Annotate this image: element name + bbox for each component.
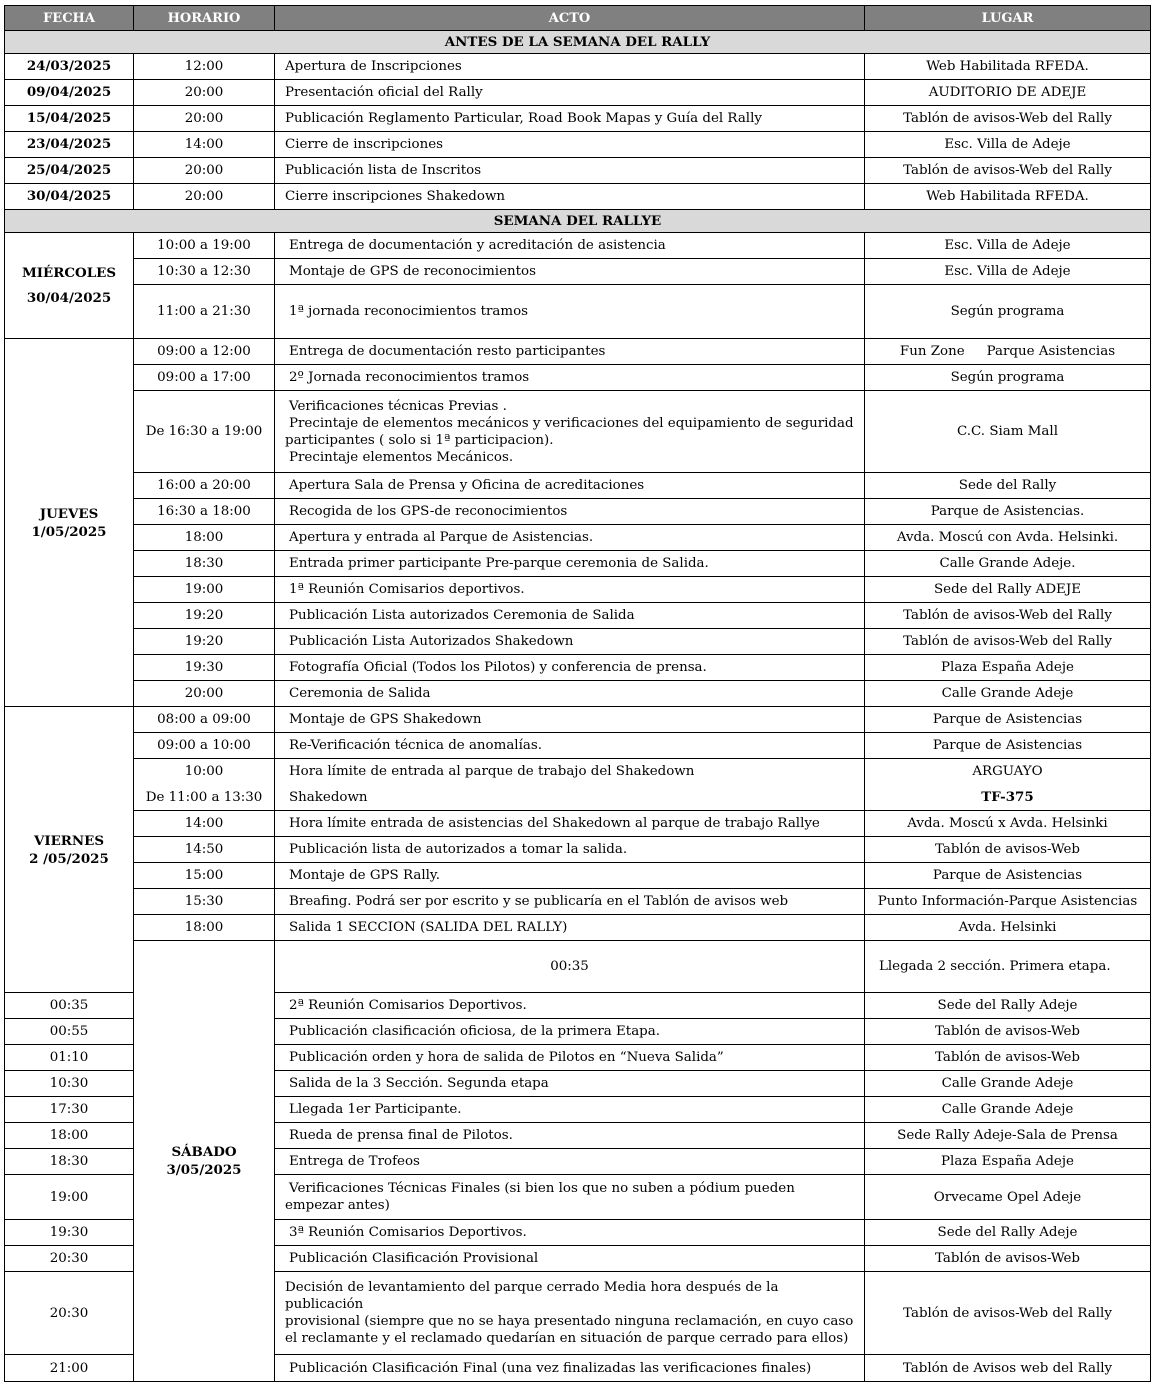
time-cell: 16:00 a 20:00 — [134, 473, 275, 499]
act-cell: Publicación Reglamento Particular, Road Book Mapas y Guía del Rally — [275, 106, 865, 132]
thu-row — [5, 499, 1151, 525]
act-cell: Llegada 2 sección. Primera etapa. — [865, 941, 1151, 993]
act-cell: Montaje de GPS Rally. — [275, 863, 865, 889]
act-cell: 3ª Reunión Comisarios Deportivos. — [275, 1220, 865, 1246]
time-cell: 20:30 — [5, 1246, 134, 1272]
place-cell — [865, 339, 1151, 365]
time-cell: 20:00 — [134, 184, 275, 210]
time-cell: 14:50 — [134, 837, 275, 863]
place-cell: ARGUAYO — [865, 759, 1151, 785]
act-line: Precintaje de elementos mecánicos y verificaciones del equipamiento de seguridad — [289, 415, 854, 431]
act-line: empezar antes) — [285, 1198, 390, 1213]
time-cell: 16:30 a 18:00 — [134, 499, 275, 525]
act-cell: Publicación Clasificación Provisional — [275, 1246, 865, 1272]
act-cell: Apertura y entrada al Parque de Asistencias. — [275, 525, 865, 551]
place-cell: Parque de Asistencias — [865, 707, 1151, 733]
act-cell: Breafing. Podrá ser por escrito y se publicaría en el Tablón de avisos web — [275, 889, 865, 915]
thu-row — [5, 551, 1151, 577]
place-cell: Esc. Villa de Adeje — [865, 259, 1151, 285]
time-cell: 00:55 — [5, 1019, 134, 1045]
act-cell — [275, 391, 865, 473]
place-cell: Avda. Moscú con Avda. Helsinki. — [865, 525, 1151, 551]
place-cell: Tablón de Avisos web del Rally — [865, 1355, 1151, 1382]
time-cell: 20:00 — [134, 80, 275, 106]
time-cell: 15:30 — [134, 889, 275, 915]
place-cell: Esc. Villa de Adeje — [865, 233, 1151, 259]
day-cell — [5, 233, 134, 339]
day-cell — [5, 339, 134, 707]
place-cell: Tablón de avisos-Web — [865, 1019, 1151, 1045]
fri-row — [5, 759, 1151, 785]
fri-row — [5, 837, 1151, 863]
time-cell: 10:30 — [5, 1071, 134, 1097]
thu-row — [5, 603, 1151, 629]
section-before-title: ANTES DE LA SEMANA DEL RALLY — [5, 31, 1151, 54]
schedule-table — [4, 5, 1151, 1382]
act-cell: Publicación Clasificación Final (una vez finalizadas las verificaciones finales) — [275, 1355, 865, 1382]
thu-row — [5, 391, 1151, 473]
place-cell: Plaza España Adeje — [865, 1149, 1151, 1175]
time-cell: 01:10 — [5, 1045, 134, 1071]
time-cell: 19:30 — [134, 655, 275, 681]
time-cell: 14:00 — [134, 811, 275, 837]
day-cell — [134, 941, 275, 1382]
place-cell: Plaza España Adeje — [865, 655, 1151, 681]
act-line: el reclamante y el reclamado quedarían en situación de parque cerrado para ellos) — [285, 1331, 849, 1346]
act-cell — [275, 1272, 865, 1355]
time-cell: 18:00 — [134, 525, 275, 551]
time-cell: 10:30 a 12:30 — [134, 259, 275, 285]
place-cell: Sede del Rally Adeje — [865, 993, 1151, 1019]
place-cell: Tablón de avisos-Web del Rally — [865, 629, 1151, 655]
act-cell: 1ª jornada reconocimientos tramos — [275, 285, 865, 339]
time-cell: 15:00 — [134, 863, 275, 889]
before-row — [5, 54, 1151, 80]
header-acto: ACTO — [275, 6, 865, 31]
date-cell: 25/04/2025 — [5, 158, 134, 184]
schedule-body — [5, 31, 1151, 1382]
place-cell: Tablón de avisos-Web del Rally — [865, 1272, 1151, 1355]
date-cell: 15/04/2025 — [5, 106, 134, 132]
act-cell: Shakedown — [275, 785, 865, 811]
place-cell: Tablón de avisos-Web — [865, 1246, 1151, 1272]
thu-row — [5, 655, 1151, 681]
act-line: Verificaciones Técnicas Finales (si bien los que no suben a pódium pueden — [289, 1181, 795, 1196]
day-label — [138, 1143, 270, 1179]
place-cell: Punto Información-Parque Asistencias — [865, 889, 1151, 915]
act-cell: Entrada primer participante Pre-parque ceremonia de Salida. — [275, 551, 865, 577]
time-cell: 11:00 a 21:30 — [134, 285, 275, 339]
fri-row — [5, 785, 1151, 811]
act-cell: Entrega de Trofeos — [275, 1149, 865, 1175]
act-cell: Publicación orden y hora de salida de Pilotos en “Nueva Salida” — [275, 1045, 865, 1071]
place-cell: Calle Grande Adeje — [865, 1097, 1151, 1123]
place-cell: Calle Grande Adeje — [865, 1071, 1151, 1097]
act-line: participantes ( solo si 1ª participacion). — [285, 432, 554, 448]
act-cell: 2ª Reunión Comisarios Deportivos. — [275, 993, 865, 1019]
act-cell: Apertura de Inscripciones — [275, 54, 865, 80]
place-cell: Tablón de avisos-Web — [865, 837, 1151, 863]
time-cell: 00:35 — [5, 993, 134, 1019]
act-cell: Salida 1 SECCION (SALIDA DEL RALLY) — [275, 915, 865, 941]
act-cell: Publicación clasificación oficiosa, de la primera Etapa. — [275, 1019, 865, 1045]
act-cell: 1ª Reunión Comisarios deportivos. — [275, 577, 865, 603]
place-cell: Tablón de avisos-Web del Rally — [865, 106, 1151, 132]
time-cell: 18:00 — [134, 915, 275, 941]
date-cell: 30/04/2025 — [5, 184, 134, 210]
thu-row — [5, 339, 1151, 365]
act-line: Precintaje elementos Mecánicos. — [289, 449, 514, 465]
day-name: MIÉRCOLES — [21, 265, 117, 281]
time-cell: 20:30 — [5, 1272, 134, 1355]
act-cell: Presentación oficial del Rally — [275, 80, 865, 106]
fri-row — [5, 863, 1151, 889]
day-date: 1/05/2025 — [31, 523, 107, 540]
place-cell: Sede del Rally ADEJE — [865, 577, 1151, 603]
before-row — [5, 158, 1151, 184]
time-cell: 09:00 a 10:00 — [134, 733, 275, 759]
place-cell: Parque de Asistencias. — [865, 499, 1151, 525]
before-row — [5, 80, 1151, 106]
time-cell: 09:00 a 17:00 — [134, 365, 275, 391]
date-cell: 09/04/2025 — [5, 80, 134, 106]
place-cell: Tablón de avisos-Web — [865, 1045, 1151, 1071]
day-name: SÁBADO — [171, 1144, 237, 1160]
place-cell: Web Habilitada RFEDA. — [865, 54, 1151, 80]
act-cell: Salida de la 3 Sección. Segunda etapa — [275, 1071, 865, 1097]
day-date: 3/05/2025 — [166, 1162, 242, 1178]
before-row — [5, 184, 1151, 210]
fri-row — [5, 733, 1151, 759]
thu-row — [5, 365, 1151, 391]
act-cell: Entrega de documentación resto participantes — [275, 339, 865, 365]
place-cell: Sede Rally Adeje-Sala de Prensa — [865, 1123, 1151, 1149]
fri-row — [5, 707, 1151, 733]
day-label — [9, 505, 129, 541]
day-label — [9, 832, 129, 868]
before-row — [5, 106, 1151, 132]
place-cell: Según programa — [865, 365, 1151, 391]
thu-row — [5, 681, 1151, 707]
date-cell: 23/04/2025 — [5, 132, 134, 158]
time-cell: 10:00 — [134, 759, 275, 785]
place-cell: Tablón de avisos-Web del Rally — [865, 603, 1151, 629]
place-cell: Avda. Helsinki — [865, 915, 1151, 941]
place-cell: TF-375 — [865, 785, 1151, 811]
place-cell: Según programa — [865, 285, 1151, 339]
day-name: JUEVES — [39, 505, 99, 522]
time-cell: 20:00 — [134, 106, 275, 132]
act-cell: Cierre de inscripciones — [275, 132, 865, 158]
section-week-title: SEMANA DEL RALLYE — [5, 210, 1151, 233]
day-name: VIERNES — [33, 832, 105, 849]
act-cell: Publicación lista de Inscritos — [275, 158, 865, 184]
place-b: Parque Asistencias — [986, 344, 1116, 359]
act-cell: Rueda de prensa final de Pilotos. — [275, 1123, 865, 1149]
time-cell: 19:30 — [5, 1220, 134, 1246]
place-cell: AUDITORIO DE ADEJE — [865, 80, 1151, 106]
act-cell: Publicación Lista Autorizados Shakedown — [275, 629, 865, 655]
act-cell: Recogida de los GPS-de reconocimientos — [275, 499, 865, 525]
act-cell: Hora límite de entrada al parque de trabajo del Shakedown — [275, 759, 865, 785]
time-cell: De 11:00 a 13:30 — [134, 785, 275, 811]
act-cell: Montaje de GPS de reconocimientos — [275, 259, 865, 285]
place-cell: Sede del Rally — [865, 473, 1151, 499]
time-cell: De 16:30 a 19:00 — [134, 391, 275, 473]
day-gap — [9, 282, 129, 289]
time-cell: 20:00 — [134, 158, 275, 184]
place-cell: Sede del Rally Adeje — [865, 1220, 1151, 1246]
sat-row — [5, 941, 1151, 993]
act-cell: Fotografía Oficial (Todos los Pilotos) y conferencia de prensa. — [275, 655, 865, 681]
time-cell: 19:20 — [134, 603, 275, 629]
act-cell: Entrega de documentación y acreditación de asistencia — [275, 233, 865, 259]
time-cell: 19:20 — [134, 629, 275, 655]
thu-row — [5, 473, 1151, 499]
act-cell: Montaje de GPS Shakedown — [275, 707, 865, 733]
act-cell: Ceremonia de Salida — [275, 681, 865, 707]
section-row — [5, 31, 1151, 54]
fri-row — [5, 915, 1151, 941]
place-cell: Avda. Moscú x Avda. Helsinki — [865, 811, 1151, 837]
place-cell: Web Habilitada RFEDA. — [865, 184, 1151, 210]
time-cell: 14:00 — [134, 132, 275, 158]
time-cell: 08:00 a 09:00 — [134, 707, 275, 733]
act-cell: Publicación lista de autorizados a tomar la salida. — [275, 837, 865, 863]
header-fecha: FECHA — [5, 6, 134, 31]
time-cell: 19:00 — [134, 577, 275, 603]
day-date: 2 /05/2025 — [29, 850, 109, 867]
time-cell: 21:00 — [5, 1355, 134, 1382]
place-cell: C.C. Siam Mall — [865, 391, 1151, 473]
place-cell: Calle Grande Adeje. — [865, 551, 1151, 577]
place-a: Fun Zone — [899, 344, 965, 359]
act-cell: Publicación Lista autorizados Ceremonia de Salida — [275, 603, 865, 629]
day-date: 30/04/2025 — [26, 290, 112, 306]
act-cell — [275, 1175, 865, 1220]
place-cell: Calle Grande Adeje — [865, 681, 1151, 707]
time-cell: 09:00 a 12:00 — [134, 339, 275, 365]
thu-row — [5, 577, 1151, 603]
place-cell: Tablón de avisos-Web del Rally — [865, 158, 1151, 184]
time-cell: 00:35 — [275, 941, 865, 993]
header-lugar: LUGAR — [865, 6, 1151, 31]
before-row — [5, 132, 1151, 158]
time-cell: 17:30 — [5, 1097, 134, 1123]
header-horario: HORARIO — [134, 6, 275, 31]
time-cell: 18:30 — [5, 1149, 134, 1175]
place-cell: Orvecame Opel Adeje — [865, 1175, 1151, 1220]
wed-row — [5, 259, 1151, 285]
day-label — [9, 264, 129, 307]
thu-row — [5, 629, 1151, 655]
place-cell: Parque de Asistencias — [865, 863, 1151, 889]
thu-row — [5, 525, 1151, 551]
act-cell: 2º Jornada reconocimientos tramos — [275, 365, 865, 391]
act-cell: Apertura Sala de Prensa y Oficina de acreditaciones — [275, 473, 865, 499]
time-cell: 20:00 — [134, 681, 275, 707]
fri-row — [5, 889, 1151, 915]
header-row — [5, 6, 1151, 31]
day-cell — [5, 707, 134, 993]
date-cell: 24/03/2025 — [5, 54, 134, 80]
wed-row — [5, 233, 1151, 259]
time-cell: 18:00 — [5, 1123, 134, 1149]
act-cell: Llegada 1er Participante. — [275, 1097, 865, 1123]
place-cell: Esc. Villa de Adeje — [865, 132, 1151, 158]
place-cell: Parque de Asistencias — [865, 733, 1151, 759]
wed-row — [5, 285, 1151, 339]
section-row — [5, 210, 1151, 233]
act-line: provisional (siempre que no se haya presentado ninguna reclamación, en cuyo caso — [285, 1314, 854, 1329]
fri-row — [5, 811, 1151, 837]
act-line: Verificaciones técnicas Previas . — [289, 398, 507, 414]
time-cell: 12:00 — [134, 54, 275, 80]
act-cell: Hora límite entrada de asistencias del Shakedown al parque de trabajo Rallye — [275, 811, 865, 837]
time-cell: 19:00 — [5, 1175, 134, 1220]
act-cell: Re-Verificación técnica de anomalías. — [275, 733, 865, 759]
time-cell: 18:30 — [134, 551, 275, 577]
time-cell: 10:00 a 19:00 — [134, 233, 275, 259]
act-cell: Cierre inscripciones Shakedown — [275, 184, 865, 210]
act-line: Decisión de levantamiento del parque cerrado Media hora después de la publicación — [285, 1280, 779, 1312]
